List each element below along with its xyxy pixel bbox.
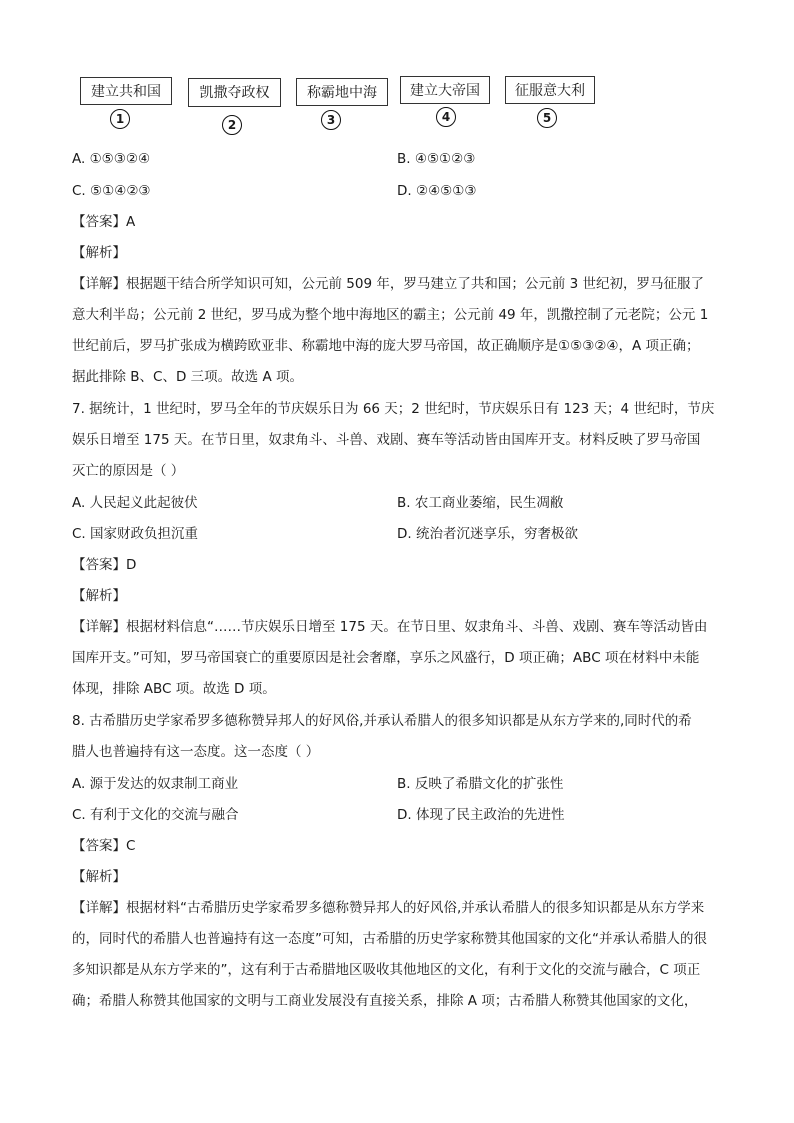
- event-number-2: 2: [222, 115, 242, 135]
- q7-stem-line: 7. 据统计，1 世纪时，罗马全年的节庆娱乐日为 66 天；2 世纪时，节庆娱乐日有 123 天；4 世纪时，节庆: [72, 401, 715, 417]
- q7-stem-line: 娱乐日增至 175 天。在节日里，奴隶角斗、斗兽、戏剧、赛车等活动皆由国库开支。材料反映了罗马帝国: [72, 432, 701, 448]
- q8-detail-line: 【详解】根据材料“古希腊历史学家希罗多德称赞异邦人的好风俗,并承认希腊人的很多知识都是从东方学来: [72, 900, 705, 916]
- q7-option-c: C. 国家财政负担沉重: [72, 526, 199, 542]
- q8-option-b: B. 反映了希腊文化的扩张性: [397, 776, 564, 792]
- q6-detail-line: 【详解】根据题干结合所学知识可知，公元前 509 年，罗马建立了共和国；公元前 3 世纪初，罗马征服了: [72, 276, 705, 292]
- event-number-1: 1: [110, 109, 130, 129]
- q8-stem-line: 8. 古希腊历史学家希罗多德称赞异邦人的好风俗,并承认希腊人的很多知识都是从东方学来的,同时代的希: [72, 713, 692, 729]
- event-number-5: 5: [537, 108, 557, 128]
- q7-analysis-label: 【解析】: [72, 588, 126, 604]
- q8-detail-line: 的，同时代的希腊人也普遍持有这一态度”可知，古希腊的历史学家称赞其他国家的文化“并承认希腊人的很: [72, 931, 707, 947]
- q7-option-b: B. 农工商业萎缩，民生凋敝: [397, 495, 564, 511]
- event-number-3: 3: [321, 110, 341, 130]
- event-number-4: 4: [436, 107, 456, 127]
- q6-option-a: A. ①⑤③②④: [72, 151, 151, 167]
- q6-option-c: C. ⑤①④②③: [72, 183, 151, 199]
- q7-option-a: A. 人民起义此起彼伏: [72, 495, 198, 511]
- event-box-5: 征服意大利: [505, 76, 595, 104]
- q7-detail-line: 体现，排除 ABC 项。故选 D 项。: [72, 681, 276, 697]
- event-box-4: 建立大帝国: [400, 76, 490, 104]
- q6-analysis-label: 【解析】: [72, 245, 126, 261]
- event-box-2: 凯撒夺政权: [188, 78, 281, 107]
- event-box-1: 建立共和国: [80, 77, 172, 105]
- q8-option-a: A. 源于发达的奴隶制工商业: [72, 776, 239, 792]
- q8-stem-line: 腊人也普遍持有这一态度。这一态度（ ）: [72, 744, 320, 760]
- q6-option-d: D. ②④⑤①③: [397, 183, 477, 199]
- q8-detail-line: 确；希腊人称赞其他国家的文明与工商业发展没有直接关系，排除 A 项；古希腊人称赞其他国家的文化，: [72, 993, 698, 1009]
- q7-answer: 【答案】D: [72, 557, 137, 573]
- q8-answer: 【答案】C: [72, 838, 136, 854]
- q6-detail-line: 意大利半岛；公元前 2 世纪，罗马成为整个地中海地区的霸主；公元前 49 年，凯撒控制了元老院；公元 1: [72, 307, 709, 323]
- q8-option-d: D. 体现了民主政治的先进性: [397, 807, 565, 823]
- q6-detail-line: 世纪前后，罗马扩张成为横跨欧亚非、称霸地中海的庞大罗马帝国，故正确顺序是①⑤③②④，A 项正确；: [72, 338, 700, 354]
- q8-detail-line: 多知识都是从东方学来的”，这有利于古希腊地区吸收其他地区的文化，有利于文化的交流与融合，C 项正: [72, 962, 701, 978]
- q6-option-b: B. ④⑤①②③: [397, 151, 476, 167]
- q7-option-d: D. 统治者沉迷享乐，穷奢极欲: [397, 526, 578, 542]
- q6-detail-line: 据此排除 B、C、D 三项。故选 A 项。: [72, 369, 303, 385]
- q8-analysis-label: 【解析】: [72, 869, 126, 885]
- q7-detail-line: 【详解】根据材料信息“……节庆娱乐日增至 175 天。在节日里、奴隶角斗、斗兽、戏剧、赛车等活动皆由: [72, 619, 708, 635]
- q6-answer: 【答案】A: [72, 214, 136, 230]
- q7-stem-line: 灭亡的原因是（ ）: [72, 463, 185, 479]
- q8-option-c: C. 有利于文化的交流与融合: [72, 807, 239, 823]
- event-box-3: 称霸地中海: [296, 78, 388, 106]
- q7-detail-line: 国库开支。”可知，罗马帝国衰亡的重要原因是社会奢靡，享乐之风盛行，D 项正确；ABC 项在材料中未能: [72, 650, 700, 666]
